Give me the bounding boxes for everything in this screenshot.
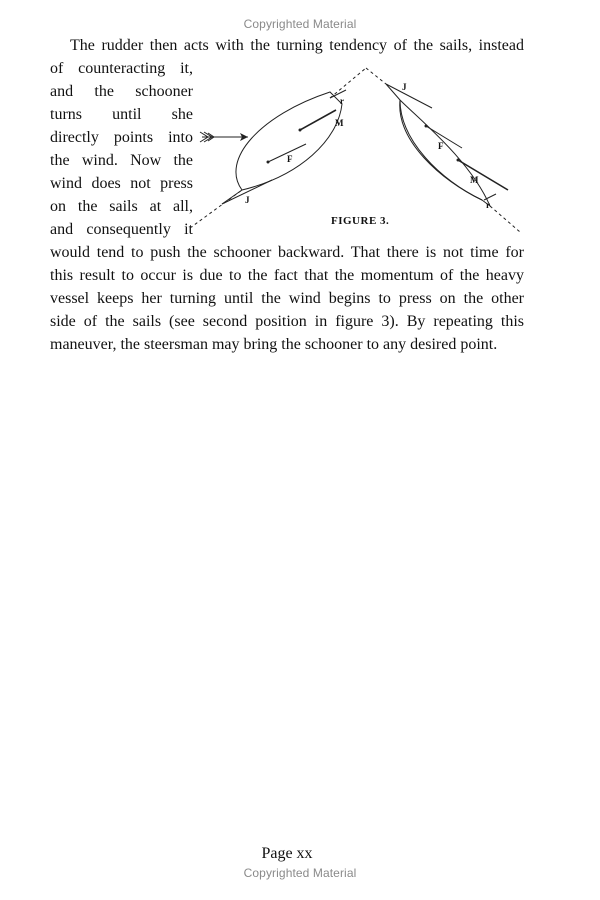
jib-label-right: J <box>402 82 407 92</box>
text-line: wind does not press <box>50 175 193 192</box>
text-line: and the schooner <box>50 83 193 100</box>
schooner-second-position <box>386 84 508 206</box>
main-label-right: M <box>470 175 479 185</box>
text-line: maneuver, the steersman may bring the schooner to any desired point. <box>50 336 498 353</box>
text-line: side of the sails (see second position in figure 3). By repeating this <box>50 313 524 330</box>
jib-label-left: J <box>245 195 250 205</box>
text-line: vessel keeps her turning until the wind begins to press on the other <box>50 290 524 307</box>
schooner-first-position <box>222 90 346 204</box>
wind-arrow-icon <box>200 132 248 142</box>
text-line: turns until she <box>50 106 193 123</box>
rudder-label-right: r <box>486 200 490 210</box>
copyright-notice-bottom: Copyrighted Material <box>243 866 357 880</box>
text-line: the wind. Now the <box>50 152 193 169</box>
text-line: and consequently it <box>50 221 193 238</box>
text-line: The rudder then acts with the turning tendency of the sails, instead <box>70 37 524 54</box>
copyright-notice-top: Copyrighted Material <box>243 17 357 31</box>
text-line: this result to occur is due to the fact that the momentum of the heavy <box>50 267 524 284</box>
page-number: Page xx <box>261 845 313 862</box>
text-line: directly points into <box>50 129 193 146</box>
fore-label-right: F <box>438 141 444 151</box>
rudder-label-left: r <box>340 96 344 106</box>
fore-label-left: F <box>287 154 293 164</box>
text-line: on the sails at all, <box>50 198 193 215</box>
text-line: of counteracting it, <box>50 60 193 77</box>
text-line: would tend to push the schooner backward. That there is not time for <box>50 244 524 261</box>
figure-3-schooner-diagram <box>190 60 530 240</box>
main-label-left: M <box>335 118 344 128</box>
figure-caption: FIGURE 3. <box>331 215 390 227</box>
course-line-left <box>190 68 366 228</box>
